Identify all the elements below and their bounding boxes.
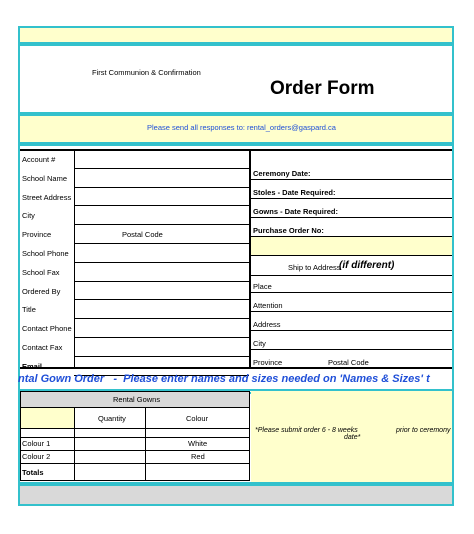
- place-label: Place: [253, 282, 272, 291]
- right-postal-label: Postal Code: [328, 358, 369, 367]
- stoles-line: [251, 198, 452, 199]
- left-field-label: Email: [22, 361, 43, 371]
- left-field-input-line[interactable]: [74, 299, 249, 300]
- left-field-input-line[interactable]: [74, 281, 249, 282]
- gown-totals-label: Totals: [22, 468, 44, 477]
- gowns-line: [251, 217, 452, 218]
- left-field-input-line[interactable]: [74, 262, 249, 263]
- row1-top: [20, 437, 250, 438]
- po-line: [251, 236, 452, 237]
- left-postal-code-label: Postal Code: [122, 230, 163, 240]
- totals-bottom: [20, 480, 250, 481]
- left-field-label: School Name: [22, 173, 68, 183]
- col1-divider: [74, 408, 75, 480]
- col2-divider: [145, 408, 146, 480]
- send-text: Please send all responses to:: [147, 123, 245, 132]
- note-line-1b: prior to ceremony: [396, 427, 451, 434]
- left-field-input-line[interactable]: [74, 205, 249, 206]
- address-label: Address: [253, 320, 281, 329]
- left-field-label: Province: [22, 230, 52, 240]
- ship-to-header: [251, 236, 452, 255]
- ceremony-line: [251, 179, 452, 180]
- colour-header: Colour: [186, 414, 209, 423]
- gown-header-row: [20, 408, 250, 429]
- ship-line: [251, 275, 452, 276]
- right-city-line: [251, 349, 452, 350]
- left-field-label: Contact Fax: [22, 343, 63, 352]
- top-strip-frame: [18, 26, 454, 44]
- form-title: Order Form: [270, 78, 375, 99]
- table-left-edge: [20, 391, 21, 480]
- table-right-edge: [249, 391, 250, 480]
- if-different-label: (if different): [339, 260, 395, 271]
- gown-row-2-colour: Red: [191, 452, 205, 461]
- left-field-input-line[interactable]: [74, 318, 249, 319]
- form-mid-border: [249, 149, 251, 369]
- rental-gown-banner: ntal Gown Order - Please enter names and sizes needed on 'Names & Sizes' t: [18, 373, 430, 385]
- right-city-label: City: [253, 339, 266, 348]
- place-line: [251, 292, 452, 293]
- bottom-strip-frame: [18, 484, 454, 506]
- left-field-input-line[interactable]: [74, 337, 249, 338]
- left-field-label: City: [22, 211, 35, 221]
- gown-row-2-label: Colour 2: [22, 452, 51, 461]
- ceremony-date-label: Ceremony Date:: [253, 169, 311, 178]
- left-field-label: Title: [22, 305, 36, 315]
- order-form-sheet: [18, 26, 454, 506]
- gowns-date-label: Gowns - Date Required:: [253, 207, 339, 216]
- left-label-divider: [74, 150, 75, 367]
- address-line: [251, 330, 452, 331]
- left-field-label: Account #: [22, 155, 56, 164]
- form-top-border: [20, 149, 452, 151]
- quantity-header: Quantity: [98, 414, 126, 423]
- right-province-label: Province: [253, 358, 283, 367]
- gown-row-1-colour: White: [188, 439, 208, 448]
- ship-to-label: Ship to Address: [288, 263, 341, 272]
- attention-label: Attention: [253, 301, 283, 310]
- left-field-label: Ordered By: [22, 286, 61, 296]
- ship-header-line: [251, 255, 452, 256]
- left-field-label: Contact Phone: [22, 324, 72, 334]
- left-field-input-line[interactable]: [74, 187, 249, 188]
- left-field-input-line[interactable]: [74, 168, 249, 169]
- row1-bottom: [20, 450, 250, 451]
- left-field-input-line[interactable]: [74, 356, 249, 357]
- gown-row-1-label: Colour 1: [22, 439, 51, 448]
- stoles-date-label: Stoles - Date Required:: [253, 188, 336, 197]
- left-field-label: Street Address: [22, 192, 72, 202]
- attention-line: [251, 311, 452, 312]
- form-subtitle: First Communion & Confirmation: [92, 68, 201, 77]
- note-line-1: *Please submit order 6 - 8 weeks: [255, 427, 358, 434]
- header-frame: [18, 44, 454, 114]
- po-number-label: Purchase Order No:: [253, 226, 324, 235]
- note-line-2: date*: [344, 434, 361, 441]
- response-email: rental_orders@gaspard.ca: [247, 123, 336, 132]
- form-bottom-border: [20, 367, 452, 369]
- left-field-input-line[interactable]: [74, 224, 249, 225]
- left-field-label: School Phone: [22, 249, 69, 258]
- left-field-label: School Fax: [22, 267, 60, 277]
- gown-table-title: Rental Gowns: [113, 395, 161, 404]
- left-field-input-line[interactable]: [74, 243, 249, 244]
- row2-bottom: [20, 463, 250, 464]
